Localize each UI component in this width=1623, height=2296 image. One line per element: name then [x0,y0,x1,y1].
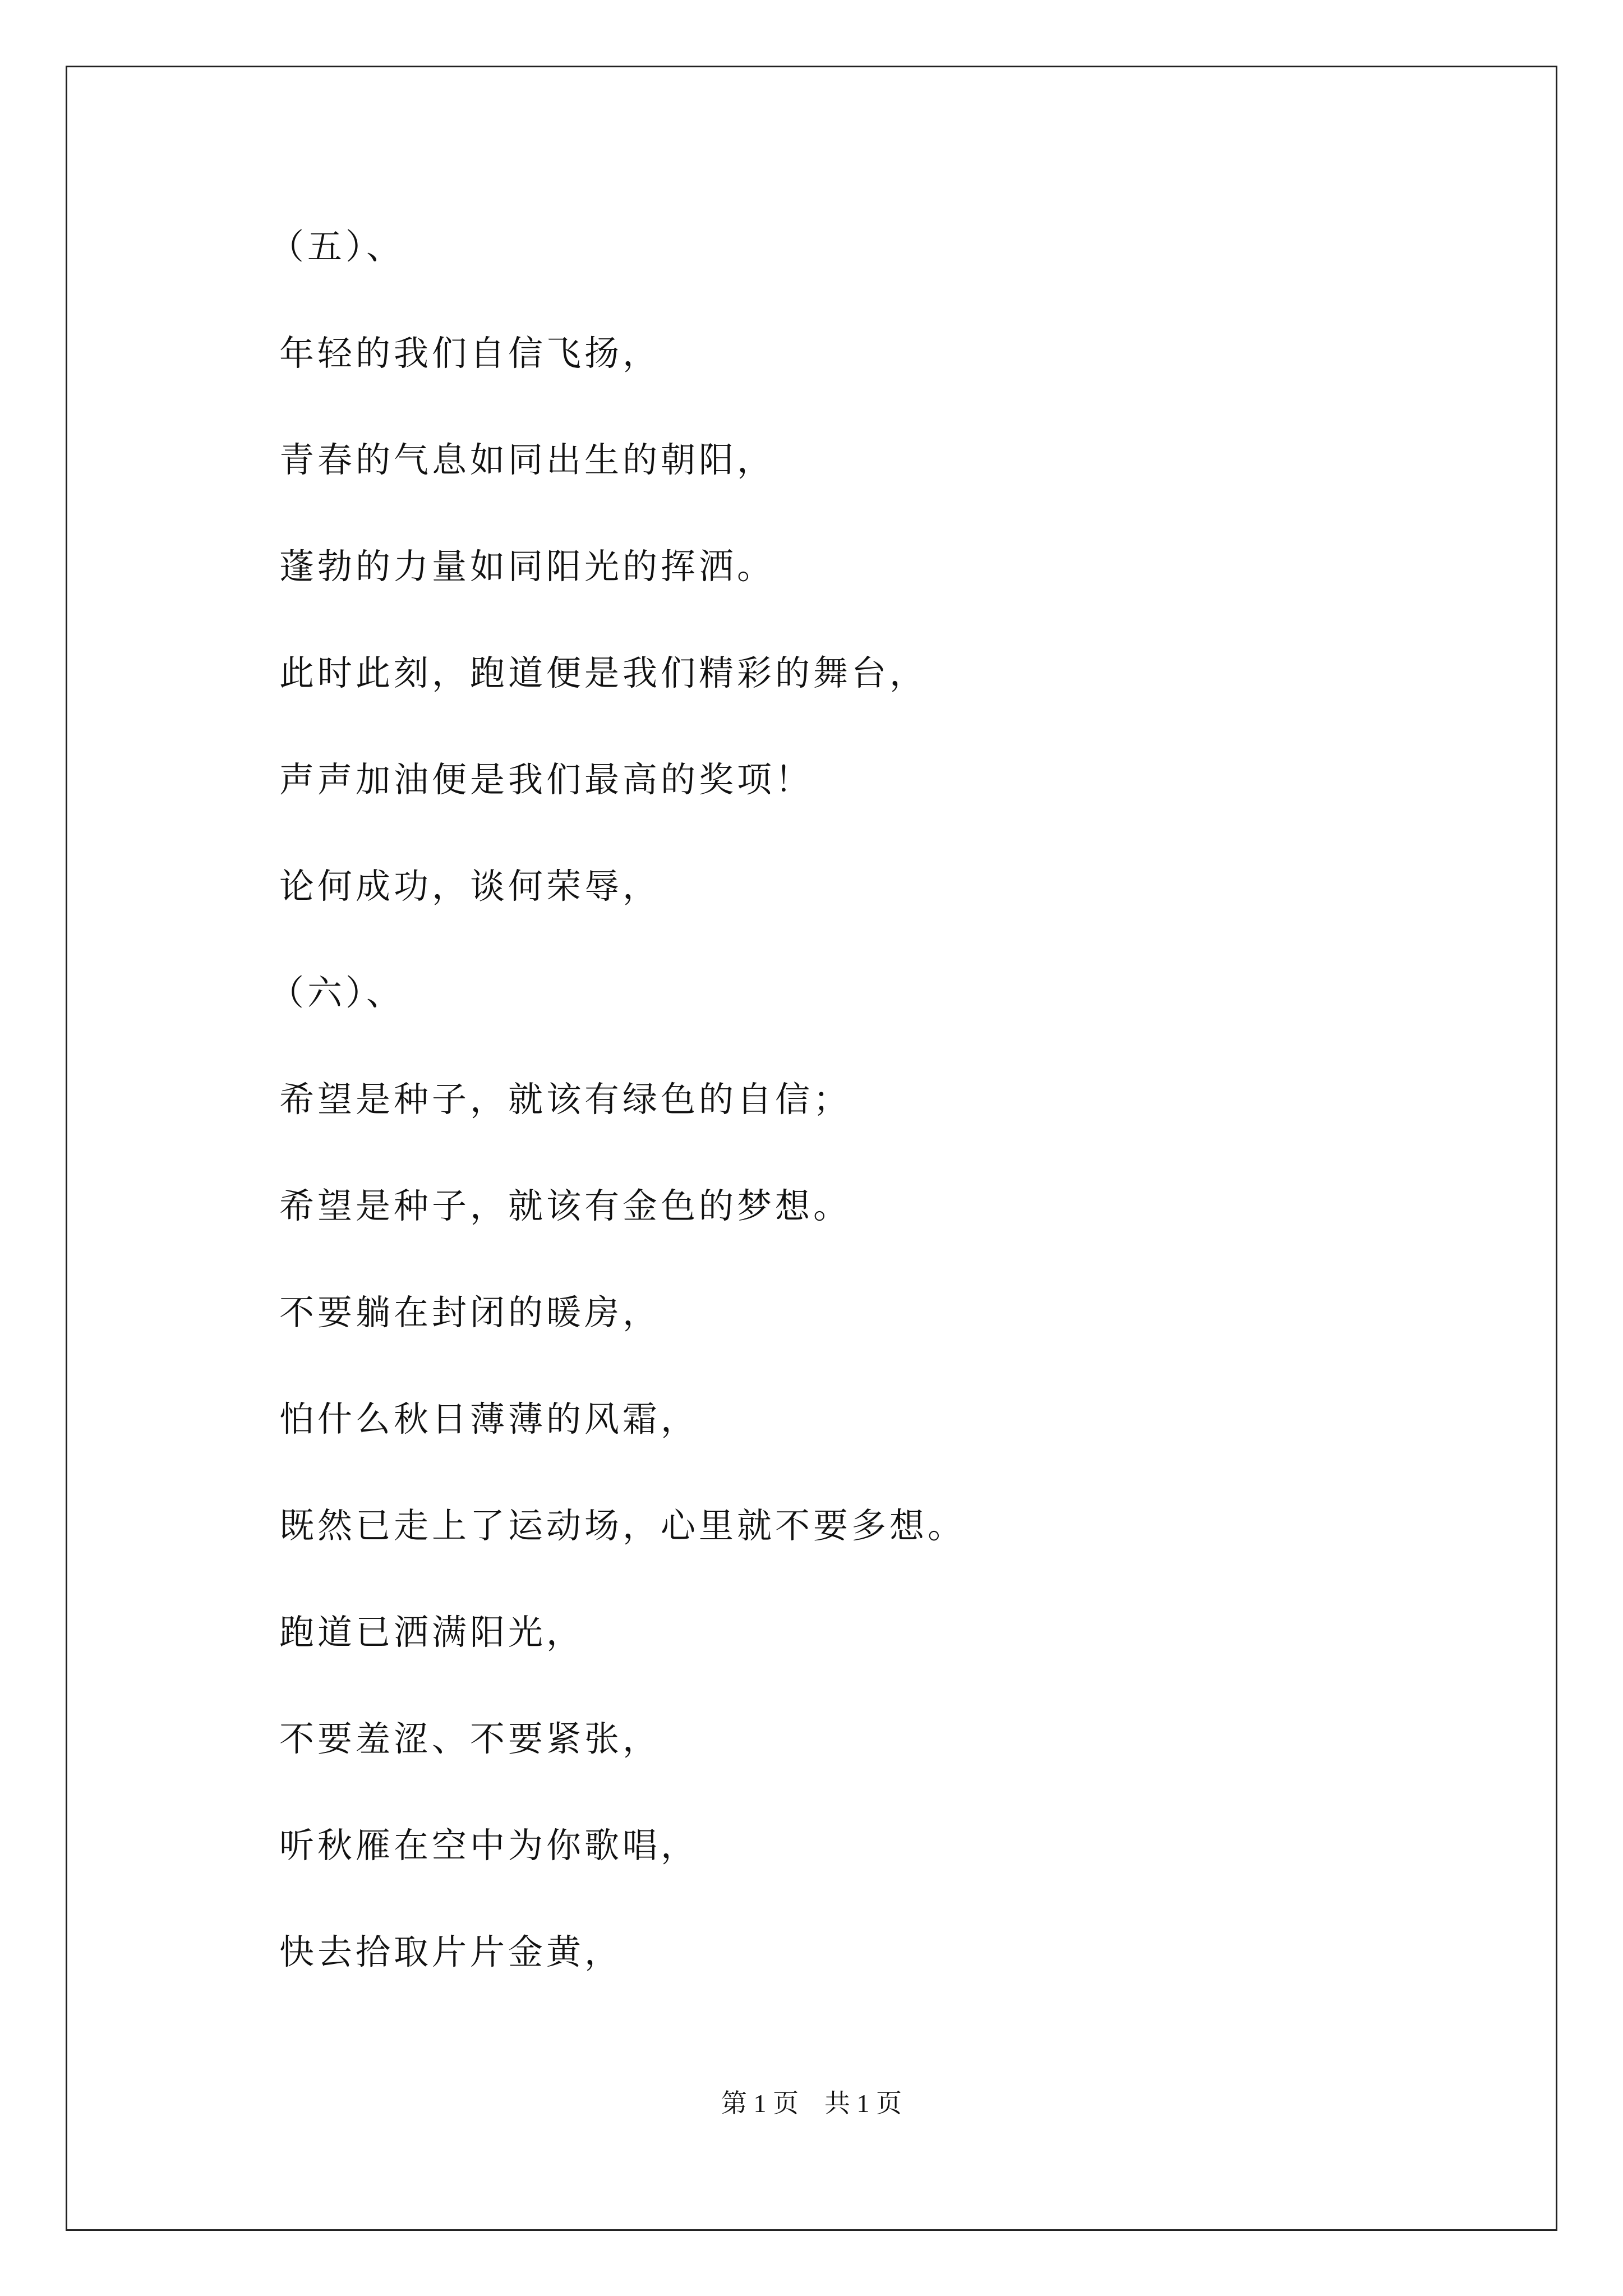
text-line: 青春的气息如同出生的朝阳， [279,439,776,480]
page-border [66,66,1557,2231]
text-line: 希望是种子，就该有金色的梦想。 [279,1185,852,1226]
text-line: 年轻的我们自信飞扬， [279,333,661,374]
text-line: 既然已走上了运动场，心里就不要多想。 [279,1505,966,1546]
page-number-footer: 第 1 页 共 1 页 [721,2089,902,2118]
text-line: 声声加油便是我们最高的奖项！ [279,759,814,800]
section-heading-6: （六）、 [269,972,405,1013]
text-line: 快去拾取片片金黄， [279,1931,623,1972]
section-heading-5: （五）、 [269,226,405,267]
text-line: 不要羞涩、不要紧张， [279,1718,661,1759]
text-line: 怕什么秋日薄薄的风霜， [279,1398,699,1439]
text-line: 蓬勃的力量如同阳光的挥洒。 [279,546,776,587]
text-line: 听秋雁在空中为你歌唱， [279,1825,699,1866]
text-line: 此时此刻，跑道便是我们精彩的舞台， [279,652,928,693]
text-line: 跑道已洒满阳光， [279,1612,585,1653]
text-line: 希望是种子，就该有绿色的自信； [279,1079,852,1120]
text-line: 论何成功，谈何荣辱， [279,866,661,907]
text-line: 不要躺在封闭的暖房， [279,1292,661,1333]
